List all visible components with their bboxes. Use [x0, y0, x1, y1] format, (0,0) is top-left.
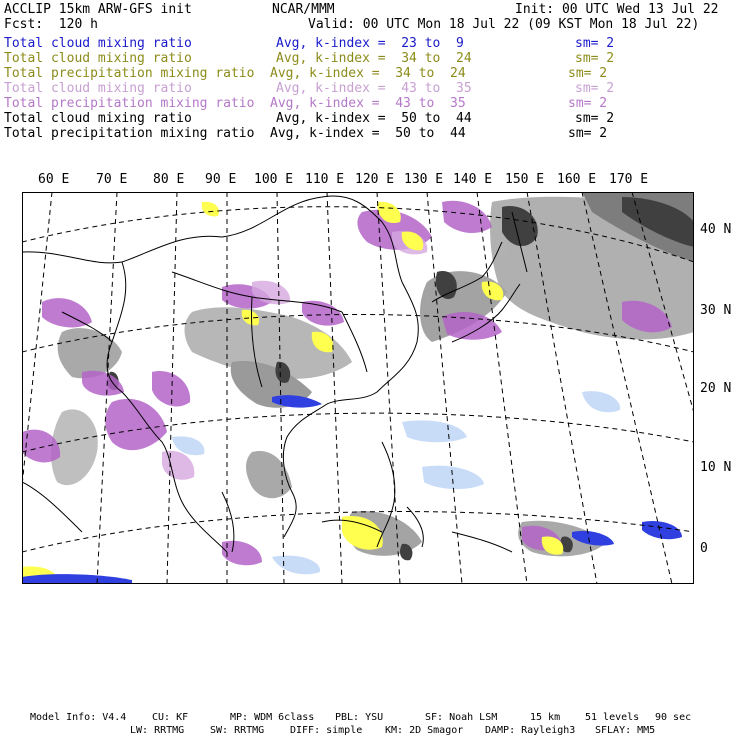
lw-scheme: LW: RRTMG	[130, 725, 185, 736]
lat-label: 40 N	[700, 222, 732, 237]
legend-sm: sm= 2	[568, 66, 608, 81]
lon-label: 110 E	[305, 172, 345, 187]
legend-sm: sm= 2	[568, 126, 608, 141]
lat-label: 10 N	[700, 460, 732, 475]
legend-name: Total precipitation mixing ratio	[4, 66, 255, 81]
lon-label: 60 E	[38, 172, 70, 187]
plot-title: ACCLIP 15km ARW-GFS init	[4, 2, 192, 17]
legend-name: Total cloud mixing ratio	[4, 81, 192, 96]
lon-label: 70 E	[96, 172, 128, 187]
valid-time: Valid: 00 UTC Mon 18 Jul 22 (09 KST Mon 18 Jul 22)	[308, 17, 700, 32]
legend-avg: Avg, k-index = 50 to 44	[270, 126, 466, 141]
mp-scheme: MP: WDM 6class	[230, 712, 315, 723]
legend-sm: sm= 2	[575, 51, 615, 66]
forecast-map	[22, 192, 694, 584]
lon-label: 120 E	[355, 172, 395, 187]
damp-scheme: DAMP: Rayleigh3	[485, 725, 576, 736]
legend-avg: Avg, k-index = 50 to 44	[276, 111, 472, 126]
lat-label: 20 N	[700, 381, 732, 396]
forecast-hour: Fcst: 120 h	[4, 17, 98, 32]
legend-avg: Avg, k-index = 34 to 24	[276, 51, 472, 66]
lon-label: 130 E	[404, 172, 444, 187]
legend-name: Total cloud mixing ratio	[4, 36, 192, 51]
legend-avg: Avg, k-index = 43 to 35	[276, 81, 472, 96]
legend-sm: sm= 2	[575, 36, 615, 51]
institution-label: NCAR/MMM	[272, 2, 335, 17]
legend-name: Total precipitation mixing ratio	[4, 96, 255, 111]
model-info: Model Info: V4.4	[30, 712, 127, 723]
legend-avg: Avg, k-index = 34 to 24	[270, 66, 466, 81]
pbl-scheme: PBL: YSU	[335, 712, 384, 723]
vertical-levels: 51 levels	[585, 712, 640, 723]
legend-avg: Avg, k-index = 23 to 9	[276, 36, 464, 51]
sf-scheme: SF: Noah LSM	[425, 712, 498, 723]
lon-label: 170 E	[609, 172, 649, 187]
time-step: 90 sec	[655, 712, 692, 723]
resolution: 15 km	[530, 712, 561, 723]
lon-label: 150 E	[505, 172, 545, 187]
sw-scheme: SW: RRTMG	[210, 725, 265, 736]
legend-sm: sm= 2	[575, 111, 615, 126]
legend-sm: sm= 2	[568, 96, 608, 111]
legend-name: Total precipitation mixing ratio	[4, 126, 255, 141]
legend-avg: Avg, k-index = 43 to 35	[270, 96, 466, 111]
legend-name: Total cloud mixing ratio	[4, 51, 192, 66]
sflay-scheme: SFLAY: MM5	[595, 725, 656, 736]
lon-label: 160 E	[557, 172, 597, 187]
km-scheme: KM: 2D Smagor	[385, 725, 464, 736]
cu-scheme: CU: KF	[152, 712, 189, 723]
diff-scheme: DIFF: simple	[290, 725, 363, 736]
lon-label: 100 E	[254, 172, 294, 187]
lon-label: 90 E	[205, 172, 237, 187]
legend-name: Total cloud mixing ratio	[4, 111, 192, 126]
legend-sm: sm= 2	[575, 81, 615, 96]
lon-label: 140 E	[453, 172, 493, 187]
lon-label: 80 E	[153, 172, 185, 187]
init-time: Init: 00 UTC Wed 13 Jul 22	[515, 2, 719, 17]
lat-label: 0	[700, 541, 708, 556]
lat-label: 30 N	[700, 303, 732, 318]
